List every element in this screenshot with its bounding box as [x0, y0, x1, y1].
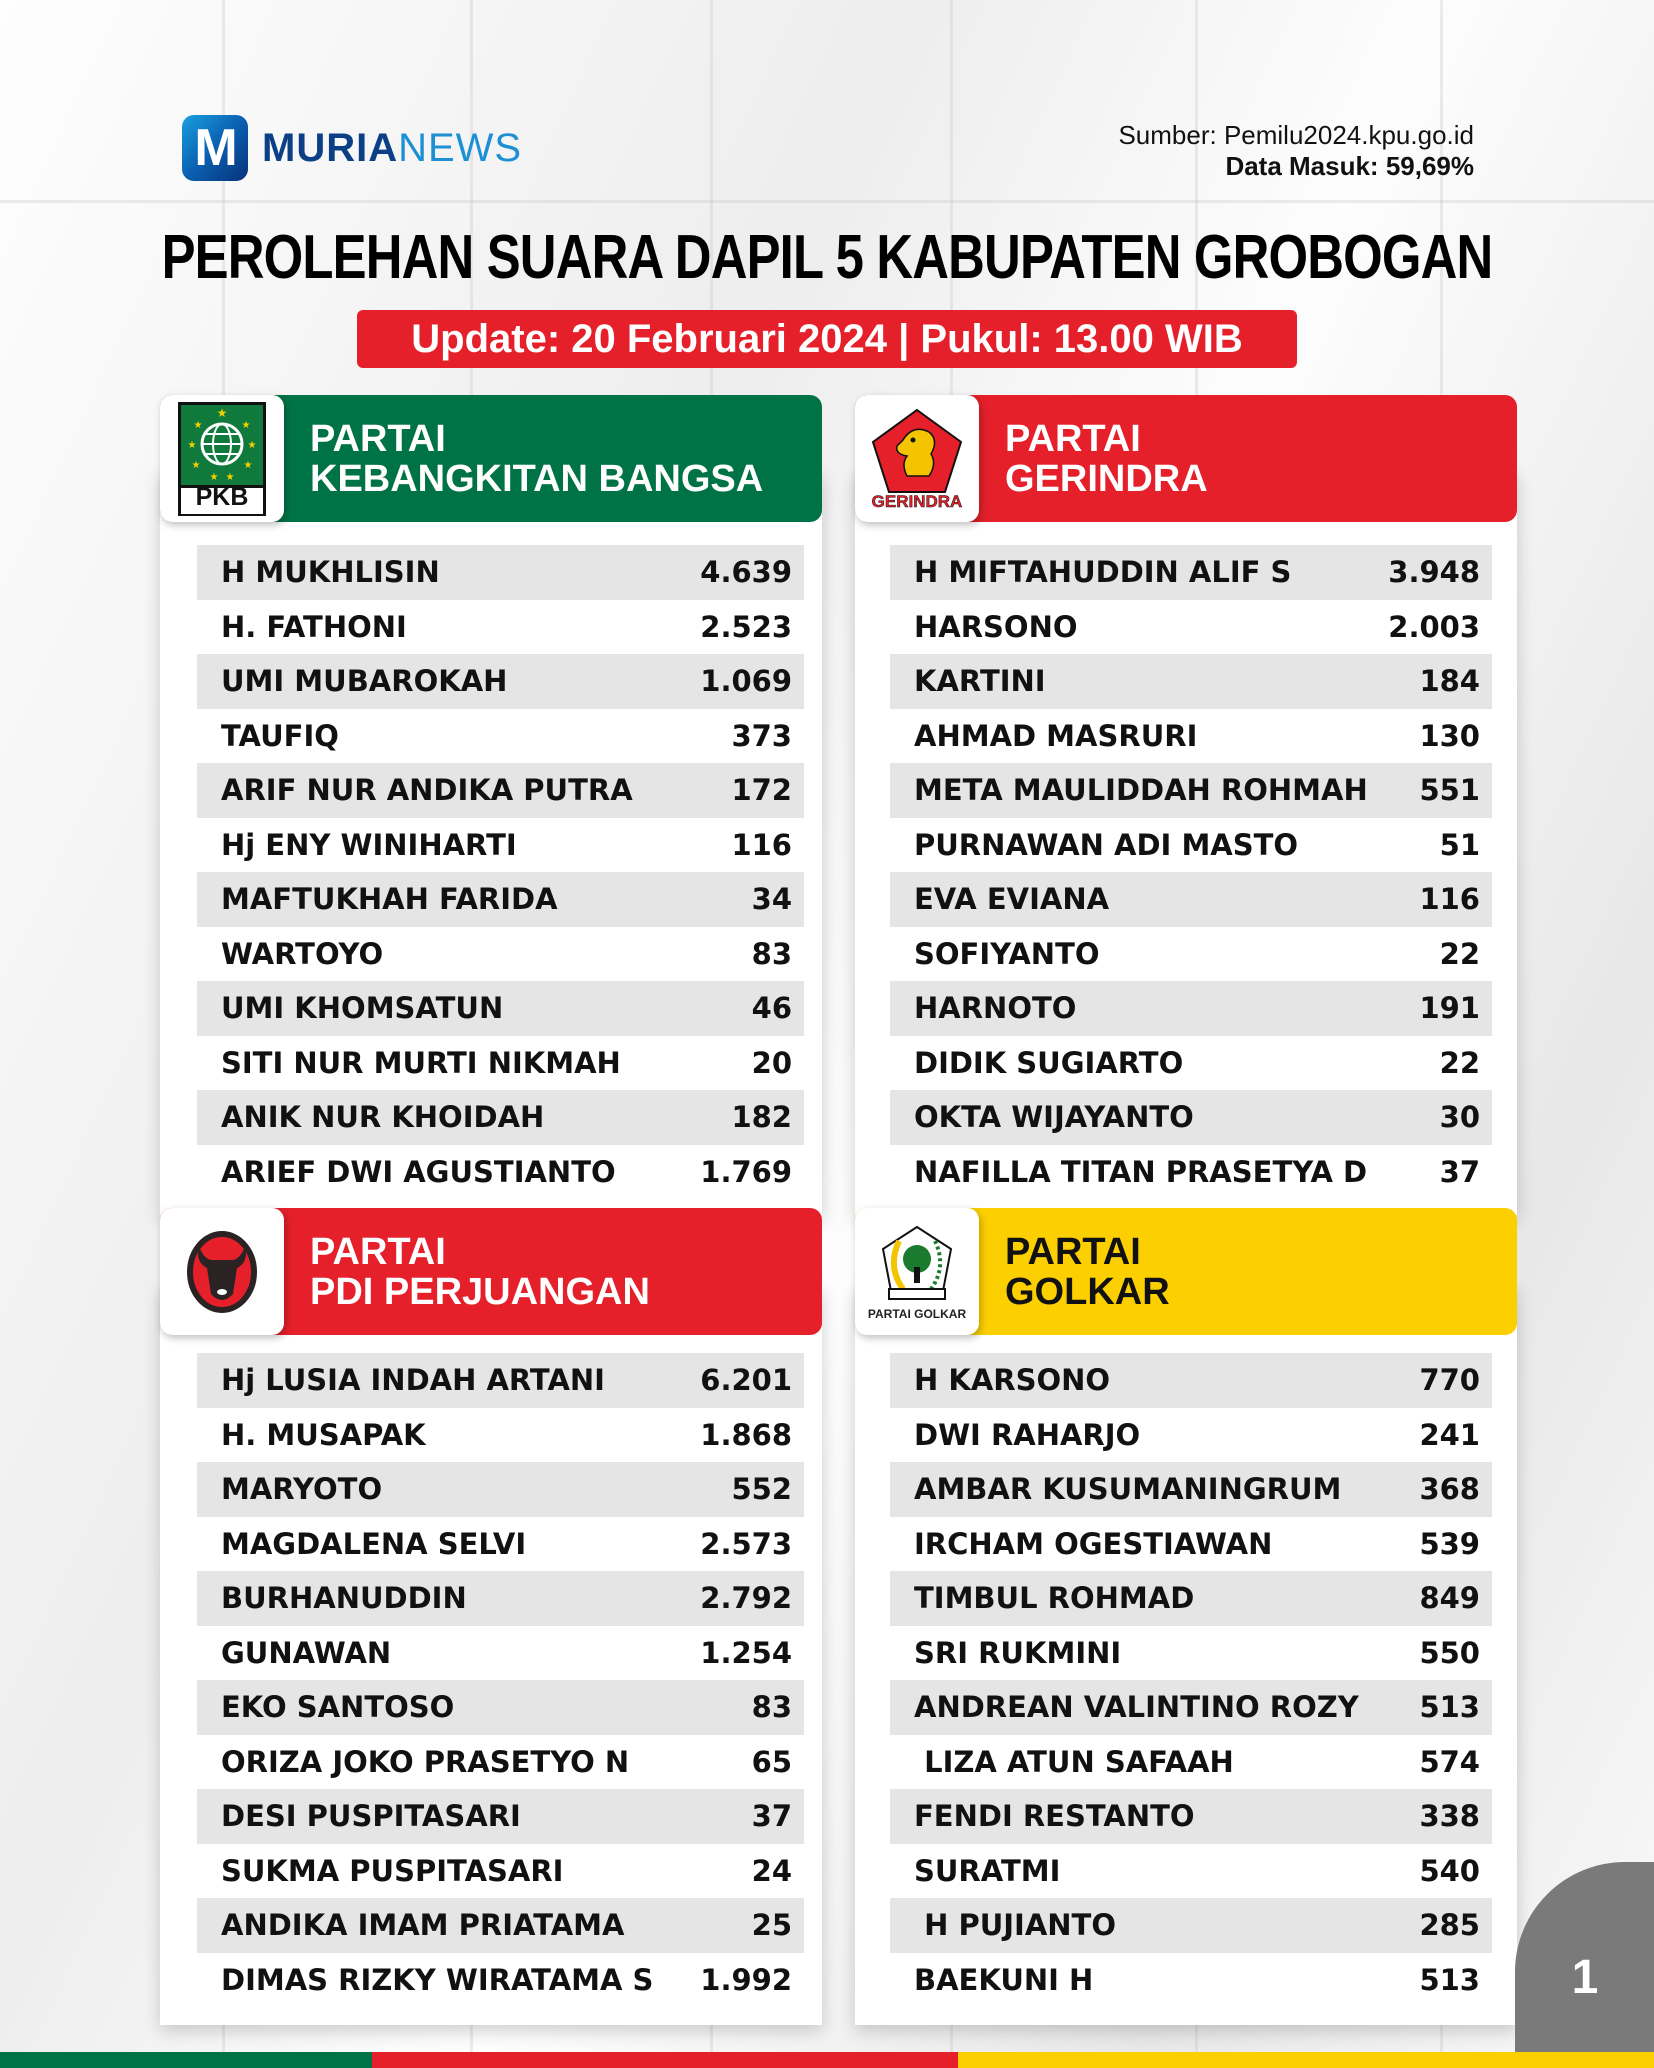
- candidate-name: TAUFIQ: [221, 718, 339, 753]
- candidate-name: ANDIKA IMAM PRIATAMA: [221, 1908, 625, 1943]
- brand-name: [262, 126, 522, 171]
- candidate-votes: 373: [731, 718, 792, 753]
- candidate-name: IRCHAM OGESTIAWAN: [914, 1526, 1273, 1561]
- candidate-votes: 1.992: [700, 1962, 792, 1997]
- gerindra-candidate-list: [890, 545, 1492, 1199]
- svg-text:★: ★: [193, 419, 203, 431]
- candidate-name: KARTINI: [914, 664, 1046, 699]
- candidate-votes: 2.573: [700, 1526, 792, 1561]
- candidate-votes: 540: [1419, 1853, 1480, 1888]
- candidate-row: [197, 1626, 804, 1681]
- candidate-name: DIMAS RIZKY WIRATAMA S: [221, 1962, 654, 1997]
- candidate-name: DESI PUSPITASARI: [221, 1799, 521, 1834]
- candidate-row: [197, 1898, 804, 1953]
- candidate-row: [197, 1408, 804, 1463]
- pkb-header-title: [310, 419, 763, 499]
- muria-news-mark-icon: M: [182, 115, 248, 181]
- candidate-votes: 552: [731, 1472, 792, 1507]
- stripe-red: [372, 2052, 958, 2068]
- pdip-logo: [160, 1208, 284, 1335]
- stripe-green: [0, 2052, 372, 2068]
- candidate-votes: 770: [1419, 1363, 1480, 1398]
- candidate-votes: 130: [1419, 718, 1480, 753]
- candidate-name: SURATMI: [914, 1853, 1061, 1888]
- candidate-votes: 182: [731, 1100, 792, 1135]
- candidate-votes: 30: [1439, 1100, 1480, 1135]
- candidate-votes: 51: [1439, 827, 1480, 862]
- candidate-name: H PUJIANTO: [914, 1908, 1116, 1943]
- candidate-name: H. MUSAPAK: [221, 1417, 426, 1452]
- golkar-panel-header: [855, 1208, 1517, 1335]
- candidate-votes: 172: [731, 773, 792, 808]
- candidate-row: [197, 1953, 804, 2008]
- candidate-votes: 513: [1419, 1690, 1480, 1725]
- candidate-name: BURHANUDDIN: [221, 1581, 467, 1616]
- pdip-header-line1: PARTAI: [310, 1231, 446, 1273]
- candidate-name: HARSONO: [914, 609, 1078, 644]
- candidate-row: [197, 654, 804, 709]
- gerindra-header-line1: PARTAI: [1005, 418, 1141, 460]
- candidate-name: SUKMA PUSPITASARI: [221, 1853, 564, 1888]
- candidate-row: [890, 927, 1492, 982]
- candidate-row: [197, 981, 804, 1036]
- pdip-header-line2: PDI PERJUANGAN: [310, 1271, 650, 1313]
- data-progress-line: Data Masuk: 59,69%: [1225, 151, 1474, 181]
- candidate-name: EVA EVIANA: [914, 882, 1110, 917]
- candidate-row: [890, 1898, 1492, 1953]
- candidate-name: FENDI RESTANTO: [914, 1799, 1195, 1834]
- pdip-candidate-list: [197, 1353, 804, 2007]
- candidate-name: SITI NUR MURTI NIKMAH: [221, 1045, 621, 1080]
- candidate-votes: 3.948: [1388, 555, 1480, 590]
- candidate-votes: 46: [751, 991, 792, 1026]
- stripe-yellow: [958, 2052, 1654, 2068]
- candidate-row: [890, 600, 1492, 655]
- pkb-header-line1: PARTAI: [310, 418, 446, 460]
- candidate-name: DIDIK SUGIARTO: [914, 1045, 1184, 1080]
- pdip-header-title: [310, 1232, 650, 1312]
- candidate-name: GUNAWAN: [221, 1635, 392, 1670]
- candidate-votes: 338: [1419, 1799, 1480, 1834]
- candidate-name: UMI MUBAROKAH: [221, 664, 508, 699]
- candidate-row: [890, 1090, 1492, 1145]
- candidate-row: [890, 818, 1492, 873]
- muria-news-logo: [182, 115, 522, 181]
- candidate-votes: 550: [1419, 1635, 1480, 1670]
- candidate-name: SOFIYANTO: [914, 936, 1100, 971]
- candidate-votes: 849: [1419, 1581, 1480, 1616]
- candidate-name: ANDREAN VALINTINO ROZY: [914, 1690, 1359, 1725]
- candidate-votes: 241: [1419, 1417, 1480, 1452]
- candidate-name: ORIZA JOKO PRASETYO N: [221, 1744, 630, 1779]
- golkar-logo-label: PARTAI GOLKAR: [867, 1306, 967, 1321]
- candidate-name: UMI KHOMSATUN: [221, 991, 504, 1026]
- candidate-votes: 37: [751, 1799, 792, 1834]
- candidate-votes: 20: [751, 1045, 792, 1080]
- candidate-row: [197, 818, 804, 873]
- brand-name-part1: MURIA: [262, 125, 399, 170]
- svg-text:★: ★: [241, 419, 251, 431]
- candidate-row: [890, 1680, 1492, 1735]
- page-number: 1: [1571, 1951, 1599, 2004]
- gerindra-header-title: [1005, 419, 1208, 499]
- candidate-row: [197, 1145, 804, 1200]
- gerindra-logo: [855, 395, 979, 522]
- candidate-votes: 574: [1419, 1744, 1480, 1779]
- candidate-name: META MAULIDDAH ROHMAH: [914, 773, 1368, 808]
- candidate-name: DWI RAHARJO: [914, 1417, 1141, 1452]
- candidate-votes: 83: [751, 1690, 792, 1725]
- golkar-banyan-icon: [869, 1223, 965, 1305]
- svg-text:★: ★: [209, 471, 219, 483]
- candidate-votes: 24: [751, 1853, 792, 1888]
- candidate-row: [890, 1626, 1492, 1681]
- pkb-panel-header: [160, 395, 822, 522]
- pkb-logo-label: PKB: [195, 483, 249, 511]
- candidate-name: SRI RUKMINI: [914, 1635, 1122, 1670]
- gerindra-garuda-icon: [867, 406, 967, 496]
- candidate-votes: 1.254: [700, 1635, 792, 1670]
- candidate-name: OKTA WIJAYANTO: [914, 1100, 1194, 1135]
- candidate-row: [197, 872, 804, 927]
- svg-text:★: ★: [243, 459, 253, 471]
- candidate-name: H MIFTAHUDDIN ALIF S: [914, 555, 1292, 590]
- candidate-row: [890, 1145, 1492, 1200]
- candidate-row: [890, 1735, 1492, 1790]
- candidate-row: [197, 709, 804, 764]
- candidate-row: [197, 1680, 804, 1735]
- candidate-row: [197, 545, 804, 600]
- candidate-row: [197, 1571, 804, 1626]
- candidate-votes: 83: [751, 936, 792, 971]
- svg-text:★: ★: [187, 439, 197, 451]
- candidate-name: MAFTUKHAH FARIDA: [221, 882, 558, 917]
- candidate-row: [890, 654, 1492, 709]
- candidate-row: [890, 1953, 1492, 2008]
- candidate-row: [890, 1408, 1492, 1463]
- candidate-row: [197, 1036, 804, 1091]
- candidate-votes: 22: [1439, 1045, 1480, 1080]
- candidate-name: ANIK NUR KHOIDAH: [221, 1100, 545, 1135]
- gerindra-panel-header: [855, 395, 1517, 522]
- candidate-row: [890, 1844, 1492, 1899]
- candidate-votes: 368: [1419, 1472, 1480, 1507]
- candidate-row: [197, 1789, 804, 1844]
- candidate-votes: 4.639: [700, 555, 792, 590]
- candidate-name: MAGDALENA SELVI: [221, 1526, 527, 1561]
- update-banner: Update: 20 Februari 2024 | Pukul: 13.00 WIB: [357, 310, 1297, 368]
- candidate-votes: 191: [1419, 991, 1480, 1026]
- candidate-votes: 25: [751, 1908, 792, 1943]
- candidate-row: [197, 1517, 804, 1572]
- candidate-row: [197, 1844, 804, 1899]
- candidate-votes: 1.069: [700, 664, 792, 699]
- candidate-name: MARYOTO: [221, 1472, 383, 1507]
- candidate-votes: 2.523: [700, 609, 792, 644]
- candidate-votes: 551: [1419, 773, 1480, 808]
- candidate-row: [890, 1353, 1492, 1408]
- gerindra-header-line2: GERINDRA: [1005, 458, 1208, 500]
- candidate-name: AHMAD MASRURI: [914, 718, 1198, 753]
- candidate-row: [890, 545, 1492, 600]
- candidate-name: PURNAWAN ADI MASTO: [914, 827, 1299, 862]
- golkar-header-line1: PARTAI: [1005, 1231, 1141, 1273]
- candidate-votes: 65: [751, 1744, 792, 1779]
- candidate-row: [890, 763, 1492, 818]
- candidate-name: BAEKUNI H: [914, 1962, 1094, 1997]
- golkar-logo: [855, 1208, 979, 1335]
- candidate-votes: 6.201: [700, 1363, 792, 1398]
- candidate-row: [890, 1571, 1492, 1626]
- gerindra-logo-label: GERINDRA: [871, 491, 963, 511]
- candidate-row: [890, 1462, 1492, 1517]
- candidate-votes: 184: [1419, 664, 1480, 699]
- candidate-name: ARIEF DWI AGUSTIANTO: [221, 1154, 616, 1189]
- candidate-votes: 285: [1419, 1908, 1480, 1943]
- pkb-header-line2: KEBANGKITAN BANGSA: [310, 458, 764, 500]
- candidate-votes: 1.868: [700, 1417, 792, 1452]
- candidate-row: [890, 1517, 1492, 1572]
- golkar-candidate-list: [890, 1353, 1492, 2007]
- source-line: Sumber: Pemilu2024.kpu.go.id: [1118, 120, 1474, 150]
- source-info: [1118, 120, 1474, 182]
- candidate-row: [890, 709, 1492, 764]
- candidate-votes: 2.792: [700, 1581, 792, 1616]
- svg-text:★: ★: [225, 471, 235, 483]
- candidate-row: [890, 981, 1492, 1036]
- brand-name-part2: NEWS: [398, 125, 523, 170]
- candidate-name: EKO SANTOSO: [221, 1690, 455, 1725]
- candidate-row: [197, 1090, 804, 1145]
- svg-text:★: ★: [216, 405, 228, 420]
- candidate-votes: 116: [1419, 882, 1480, 917]
- candidate-votes: 34: [751, 882, 792, 917]
- candidate-votes: 1.769: [700, 1154, 792, 1189]
- candidate-name: Hj LUSIA INDAH ARTANI: [221, 1363, 605, 1398]
- candidate-row: [197, 763, 804, 818]
- candidate-row: [197, 600, 804, 655]
- candidate-name: AMBAR KUSUMANINGRUM: [914, 1472, 1342, 1507]
- candidate-name: HARNOTO: [914, 991, 1077, 1026]
- candidate-row: [890, 1036, 1492, 1091]
- candidate-name: H MUKHLISIN: [221, 555, 440, 590]
- candidate-name: H. FATHONI: [221, 609, 407, 644]
- candidate-row: [890, 872, 1492, 927]
- svg-text:★: ★: [247, 439, 257, 451]
- pkb-candidate-list: [197, 545, 804, 1199]
- candidate-name: TIMBUL ROHMAD: [914, 1581, 1195, 1616]
- candidate-row: [197, 1735, 804, 1790]
- candidate-name: Hj ENY WINIHARTI: [221, 827, 517, 862]
- pdip-panel-header: [160, 1208, 822, 1335]
- candidate-row: [197, 927, 804, 982]
- candidate-name: ARIF NUR ANDIKA PUTRA: [221, 773, 633, 808]
- candidate-name: LIZA ATUN SAFAAH: [914, 1744, 1234, 1779]
- candidate-row: [890, 1789, 1492, 1844]
- page-title: PEROLEHAN SUARA DAPIL 5 KABUPATEN GROBOGAN: [161, 223, 1493, 292]
- candidate-row: [197, 1462, 804, 1517]
- candidate-votes: 37: [1439, 1154, 1480, 1189]
- grid-line: [0, 200, 1654, 203]
- candidate-votes: 116: [731, 827, 792, 862]
- candidate-votes: 22: [1439, 936, 1480, 971]
- candidate-name: H KARSONO: [914, 1363, 1111, 1398]
- candidate-row: [197, 1353, 804, 1408]
- golkar-header-line2: GOLKAR: [1005, 1271, 1170, 1313]
- candidate-votes: 539: [1419, 1526, 1480, 1561]
- pkb-logo: [160, 395, 284, 522]
- candidate-votes: 513: [1419, 1962, 1480, 1997]
- svg-text:★: ★: [191, 459, 201, 471]
- candidate-name: NAFILLA TITAN PRASETYA D: [914, 1154, 1368, 1189]
- pdip-bull-icon: [177, 1222, 267, 1322]
- golkar-header-title: [1005, 1232, 1170, 1312]
- candidate-votes: 2.003: [1388, 609, 1480, 644]
- candidate-name: WARTOYO: [221, 936, 384, 971]
